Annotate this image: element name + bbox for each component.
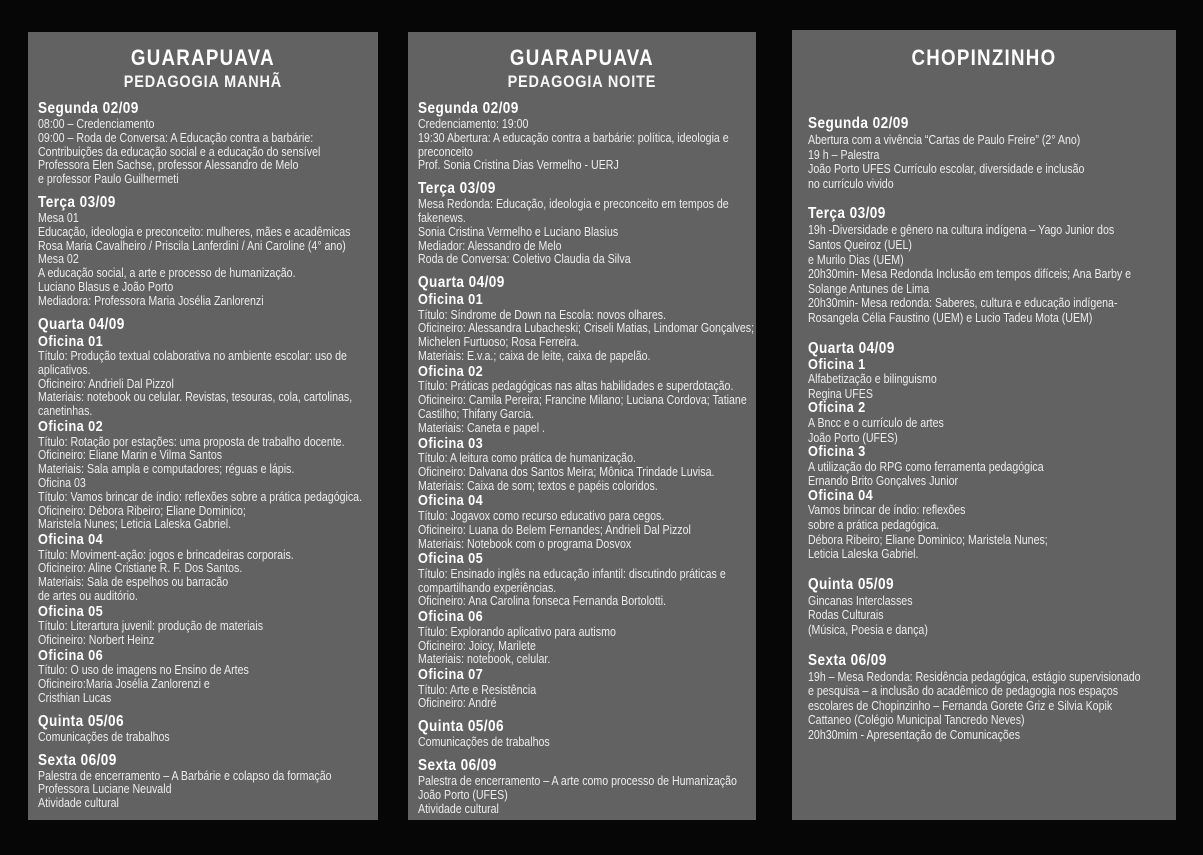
- day-heading: Segunda 02/09: [418, 100, 519, 117]
- panel-chopinzinho: [792, 30, 1176, 820]
- session-heading: Oficina 2: [808, 399, 866, 417]
- day-heading: Terça 03/09: [38, 193, 116, 211]
- schedule-line: Comunicações de trabalhos: [418, 735, 550, 750]
- session-heading: Oficina 1: [808, 355, 866, 373]
- schedule-line: Oficineiro: Camila Pereira; Francine Milano; Luciana Cordova; Tatiane: [418, 393, 747, 408]
- schedule-line: sobre a prática pedagógica.: [808, 518, 940, 533]
- schedule-line: Título: Moviment-ação: jogos e brincadeiras corporais.: [38, 547, 294, 562]
- schedule-line: Oficineiro: Ana Carolina fonseca Fernanda Bortolotti.: [418, 594, 667, 609]
- schedule-line: 19:30 Abertura: A educação contra a barbárie: política, ideologia e: [418, 130, 729, 145]
- schedule-section: [418, 273, 755, 711]
- day-heading: Quarta 04/09: [38, 315, 125, 333]
- day-heading: Sexta 06/09: [38, 751, 117, 769]
- schedule-line: Sonia Cristina Vermelho e Luciano Blasius: [418, 224, 619, 239]
- schedule-line: fakenews.: [418, 210, 466, 225]
- schedule-line: Título: Jogavox como recurso educativo para cegos.: [418, 508, 665, 523]
- schedule-line: Materiais: E.v.a.; caixa de leite, caixa de papelão.: [418, 349, 651, 364]
- day-heading: Sexta 06/09: [808, 651, 887, 669]
- schedule-line: Título: Arte e Resistência: [418, 682, 537, 697]
- schedule-line: Solange Antunes de Lima: [808, 281, 930, 296]
- session-heading: Oficina 06: [38, 646, 104, 664]
- day-heading: Quarta 04/09: [418, 274, 505, 292]
- schedule-line: João Porto (UFES): [808, 430, 898, 445]
- schedule-line: Mediadora: Professora Maria Josélia Zanlorenzi: [38, 293, 264, 308]
- schedule-section: [418, 99, 746, 173]
- schedule-line: e Murilo Dias (UEM): [808, 252, 904, 267]
- schedule-line: Santos Queiroz (UEL): [808, 237, 912, 252]
- session-heading: Oficina 07: [418, 666, 484, 684]
- schedule-section: [418, 179, 746, 267]
- schedule-line: canetinhas.: [38, 404, 93, 419]
- day-heading: Terça 03/09: [808, 205, 886, 223]
- schedule-line: João Porto (UFES): [418, 787, 508, 802]
- schedule-line: Materiais: notebook ou celular. Revistas, tesouras, cola, cartolinas,: [38, 390, 353, 405]
- panel-subtitle: [808, 71, 1160, 101]
- schedule-line: Materiais: Caixa de som; textos e papéis coloridos.: [418, 478, 658, 493]
- schedule-line: aplicativos.: [38, 362, 91, 377]
- schedule-line: Oficineiro:Maria Josélia Zanlorenzi e: [38, 677, 210, 692]
- session-heading: Oficina 3: [808, 443, 866, 461]
- panel-content: [418, 44, 755, 816]
- schedule-line: Alfabetização e bilinguismo: [808, 372, 937, 387]
- panel-content: [38, 44, 368, 811]
- schedule-line: Título: A leitura como prática de humanização.: [418, 451, 636, 466]
- schedule-line: Contribuições da educação social e a educação do sensível: [38, 144, 321, 159]
- schedule-line: Educação, ideologia e preconceito: mulheres, mães e acadêmicas: [38, 224, 351, 239]
- schedule-line: A Bncc e o currículo de artes: [808, 415, 944, 430]
- schedule-line: Oficineiro: André: [418, 696, 497, 711]
- schedule-section: [38, 315, 368, 706]
- day-heading: Quinta 05/06: [38, 712, 124, 730]
- panel-guarapuava-noite: [408, 32, 756, 820]
- schedule-line: Gincanas Interclasses: [808, 593, 913, 608]
- day-heading: Segunda 02/09: [38, 100, 139, 117]
- schedule-line: 19h -Diversidade e gênero na cultura indígena – Yago Junior dos: [808, 223, 1115, 238]
- session-heading: Oficina 04: [38, 531, 104, 549]
- schedule-line: Michelen Furtuoso; Rosa Ferreira.: [418, 335, 580, 350]
- panel-title: CHOPINZINHO: [911, 45, 1057, 70]
- session-heading: Oficina 01: [418, 291, 484, 309]
- session-heading: Oficina 02: [418, 362, 484, 380]
- schedule-line: A utilização do RPG como ferramenta pedagógica: [808, 459, 1044, 474]
- panel-title: GUARAPUAVA: [130, 45, 275, 70]
- schedule-line: Materiais: Sala de espelhos ou barracão: [38, 575, 229, 590]
- session-heading: Oficina 06: [418, 608, 484, 626]
- day-heading: Sexta 06/09: [418, 757, 497, 774]
- schedule-line: Oficineiro: Aline Cristiane R. F. Dos Santos.: [38, 561, 243, 576]
- schedule-section: [38, 99, 368, 187]
- schedule-section: [808, 204, 1160, 325]
- schedule-line: e professor Paulo Guilhermeti: [38, 172, 179, 187]
- schedule-line: 09:00 – Roda de Conversa: A Educação contra a barbárie:: [38, 130, 314, 145]
- schedule-line: Título: Práticas pedagógicas nas altas habilidades e superdotação.: [418, 379, 734, 394]
- schedule-line: e pesquisa – a inclusão do acadêmico de pedagogia nos espaços: [808, 684, 1119, 699]
- schedule-line: Oficineiro: Eliane Marin e Vilma Santos: [38, 448, 223, 463]
- day-heading: Quinta 05/06: [418, 718, 504, 736]
- schedule-line: Título: Literartura juvenil: produção de materiais: [38, 619, 264, 634]
- schedule-line: Oficineiro: Joicy, Marilete: [418, 638, 536, 653]
- schedule-line: Título: Vamos brincar de índio: reflexões sobre a prática pedagógica.: [38, 489, 363, 504]
- schedule-line: Título: Produção textual colaborativa no ambiente escolar: uso de: [38, 349, 347, 364]
- schedule-line: Atividade cultural: [38, 796, 119, 811]
- schedule-line: Mediador: Alessandro de Melo: [418, 238, 562, 253]
- schedule-section: [808, 575, 1160, 638]
- session-heading: Oficina 03: [418, 434, 484, 452]
- schedule-line: Oficineiro: Alessandra Lubacheski; Criseli Matias, Lindomar Gonçalves;: [418, 321, 755, 336]
- panel-subtitle: PEDAGOGIA NOITE: [507, 72, 657, 91]
- day-heading: Quinta 05/09: [808, 575, 894, 593]
- session-heading: Oficina 05: [418, 550, 484, 568]
- panel-content: [808, 44, 1160, 743]
- schedule-section: [808, 651, 1160, 743]
- schedule-line: Roda de Conversa: Coletivo Claudia da Silva: [418, 252, 631, 267]
- schedule-line: 20h30min- Mesa redonda: Saberes, cultura e educação indígena-: [808, 296, 1118, 311]
- schedule-line: Professora Luciane Neuvald: [38, 782, 172, 797]
- schedule-line: Luciano Blasus e João Porto: [38, 279, 174, 294]
- session-heading: Oficina 04: [808, 486, 874, 504]
- schedule-line: Mesa 01: [38, 210, 79, 225]
- schedule-line: Comunicações de trabalhos: [38, 729, 170, 744]
- schedule-line: Materiais: notebook, celular.: [418, 652, 551, 667]
- schedule-line: Oficineiro: Débora Ribeiro; Eliane Dominico;: [38, 503, 246, 518]
- schedule-line: A educação social, a arte e processo de humanização.: [38, 266, 296, 281]
- schedule-line: 20h30mim - Apresentação de Comunicações: [808, 728, 1021, 742]
- schedule-line: escolares de Chopinzinho – Fernanda Gorete Griz e Silvia Kopik: [808, 698, 1113, 713]
- schedule-line: 20h30min- Mesa Redonda Inclusão em tempos difíceis; Ana Barby e: [808, 267, 1132, 282]
- schedule-line: Materiais: Sala ampla e computadores; réguas e lápis.: [38, 462, 295, 477]
- panel-title: GUARAPUAVA: [509, 45, 654, 70]
- schedule-line: Atividade cultural: [418, 801, 499, 816]
- day-heading: Terça 03/09: [418, 180, 496, 198]
- schedule-line: Ernando Brito Gonçalves Junior: [808, 474, 959, 489]
- schedule-line: preconceito: [418, 144, 473, 159]
- schedule-line: Título: Síndrome de Down na Escola: novos olhares.: [418, 307, 667, 322]
- schedule-line: Cristhian Lucas: [38, 691, 112, 705]
- schedule-line: Vamos brincar de índio: reflexões: [808, 503, 966, 518]
- day-heading: Quarta 04/09: [808, 339, 895, 357]
- schedule-section: [38, 193, 368, 309]
- schedule-line: Prof. Sonia Cristina Dias Vermelho - UERJ: [418, 158, 619, 173]
- schedule-line: Professora Elen Sachse, professor Alessandro de Melo: [38, 158, 299, 173]
- session-heading: Oficina 02: [38, 418, 104, 436]
- schedule-line: no currículo vivido: [808, 176, 894, 191]
- schedule-line: Materiais: Notebook com o programa Dosvox: [418, 536, 632, 551]
- schedule-line: Título: Explorando aplicativo para autismo: [418, 624, 616, 639]
- schedule-section: [38, 712, 368, 745]
- schedule-section: [418, 756, 746, 816]
- schedule-line: Título: Ensinado inglês na educação infantil: discutindo práticas e: [418, 566, 726, 581]
- schedule-line: compartilhando experiências.: [418, 580, 557, 595]
- session-heading: Oficina 04: [418, 492, 484, 510]
- schedule-line: Abertura com a vivência “Cartas de Paulo Freire” (2° Ano): [808, 133, 1081, 147]
- schedule-line: Castilho; Thifany Garcia.: [418, 406, 535, 421]
- schedule-line: Oficineiro: Andrieli Dal Pizzol: [38, 376, 174, 391]
- schedule-line: Regina UFES: [808, 386, 873, 401]
- schedule-line: de artes ou auditório.: [38, 589, 138, 604]
- session-heading: Oficina 05: [38, 602, 104, 620]
- schedule-section: [808, 339, 1160, 562]
- schedule-line: Palestra de encerramento – A arte como processo de Humanização: [418, 774, 737, 788]
- schedule-line: (Música, Poesia e dança): [808, 623, 928, 638]
- schedule-line: Leticia Laleska Gabriel.: [808, 547, 919, 562]
- panel-guarapuava-manha: [28, 32, 378, 820]
- schedule-section: [808, 114, 1160, 191]
- schedule-line: Rosangela Célia Faustino (UEM) e Lucio Tadeu Mota (UEM): [808, 310, 1093, 325]
- schedule-line: Maristela Nunes; Leticia Laleska Gabriel.: [38, 517, 232, 532]
- schedule-line: Palestra de encerramento – A Barbárie e colapso da formação: [38, 768, 332, 783]
- schedule-line: Título: O uso de imagens no Ensino de Artes: [38, 663, 249, 678]
- schedule-section: [38, 751, 368, 811]
- schedule-line: Débora Ribeiro; Eliane Dominico; Maristela Nunes;: [808, 532, 1048, 547]
- schedule-line: Oficineiro: Norbert Heinz: [38, 633, 155, 648]
- schedule-line: Título: Rotação por estações: uma proposta de trabalho docente.: [38, 434, 345, 449]
- schedule-line: João Porto UFES Currículo escolar, diversidade e inclusão: [808, 162, 1085, 177]
- schedule-line: Mesa 02: [38, 252, 79, 267]
- panel-subtitle: PEDAGOGIA MANHÃ: [123, 72, 283, 91]
- schedule-line: 19h – Mesa Redonda: Residência pedagógica, estágio supervisionado: [808, 669, 1141, 684]
- schedule-line: Rodas Culturais: [808, 608, 884, 623]
- session-heading: Oficina 01: [38, 332, 104, 350]
- schedule-line: Credenciamento: 19:00: [418, 117, 529, 131]
- schedule-line: Oficineiro: Luana do Belem Fernandes; Andrieli Dal Pizzol: [418, 522, 691, 537]
- schedule-line: Rosa Maria Cavalheiro / Priscila Lanferdini / Ani Caroline (4° ano): [38, 238, 346, 253]
- schedule-section: [418, 717, 746, 750]
- schedule-line: Oficina 03: [38, 475, 86, 490]
- schedule-line: 19 h – Palestra: [808, 147, 880, 162]
- schedule-line: Mesa Redonda: Educação, ideologia e preconceito em tempos de: [418, 197, 729, 212]
- day-heading: Segunda 02/09: [808, 115, 909, 132]
- schedule-line: Oficineiro: Dalvana dos Santos Meira; Mônica Trindade Luvisa.: [418, 464, 715, 479]
- schedule-line: Materiais: Caneta e papel .: [418, 420, 545, 435]
- schedule-line: Cattaneo (Colégio Municipal Tancredo Neves): [808, 713, 1025, 728]
- schedule-line: 08:00 – Credenciamento: [38, 117, 155, 131]
